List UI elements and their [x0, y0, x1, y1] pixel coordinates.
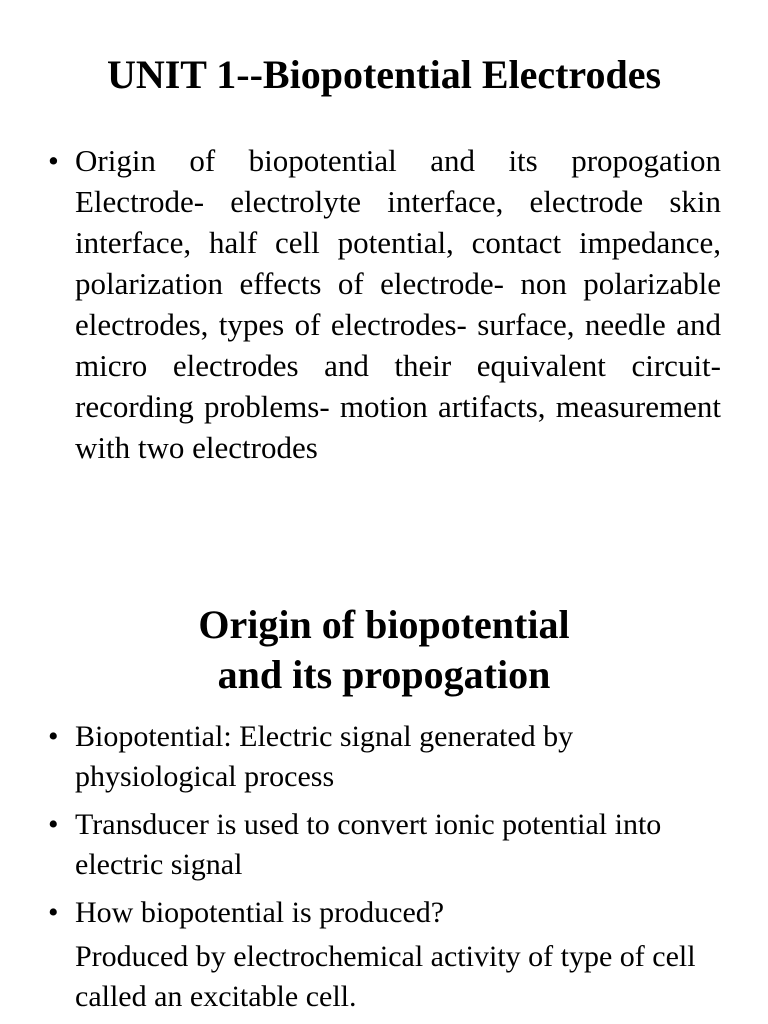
- bullet-icon: •: [48, 808, 59, 841]
- bullet-icon: •: [48, 896, 59, 929]
- bullet-item: [0, 140, 768, 468]
- slide-1-bullet-list: [0, 140, 768, 468]
- bullet-item: [0, 717, 768, 797]
- slide-2-bullet-list: [0, 717, 768, 1017]
- slide-2: [0, 590, 768, 1024]
- slide-1-title: UNIT 1--Biopotential Electrodes: [106, 52, 662, 97]
- bullet-text: How biopotential is produced?: [75, 896, 445, 929]
- bullet-text: Biopotential: Electric signal generated by physiological process: [75, 720, 574, 793]
- slide-2-title: Origin of biopotential and its propogation: [198, 602, 570, 697]
- continuation-text: Produced by electrochemical activity of type of cell called an excitable cell.: [75, 940, 696, 1013]
- bullet-text: Transducer is used to convert ionic potential into electric signal: [75, 808, 662, 881]
- bullet-icon: •: [48, 143, 59, 178]
- bullet-item: [0, 893, 768, 933]
- slide-1: [0, 0, 768, 500]
- bullet-icon: •: [48, 720, 59, 753]
- bullet-text: Origin of biopotential and its propogation Electrode- electrolyte interface, electrode skin interface, half cell potential, contact impedance, polarization effects of electrode- non polarizable electrodes, types of electrodes- surface, needle and micro electrodes and their equivalent circuit- recording problems- motion artifacts, measurement with two electrodes: [75, 143, 721, 465]
- bullet-item: [0, 805, 768, 885]
